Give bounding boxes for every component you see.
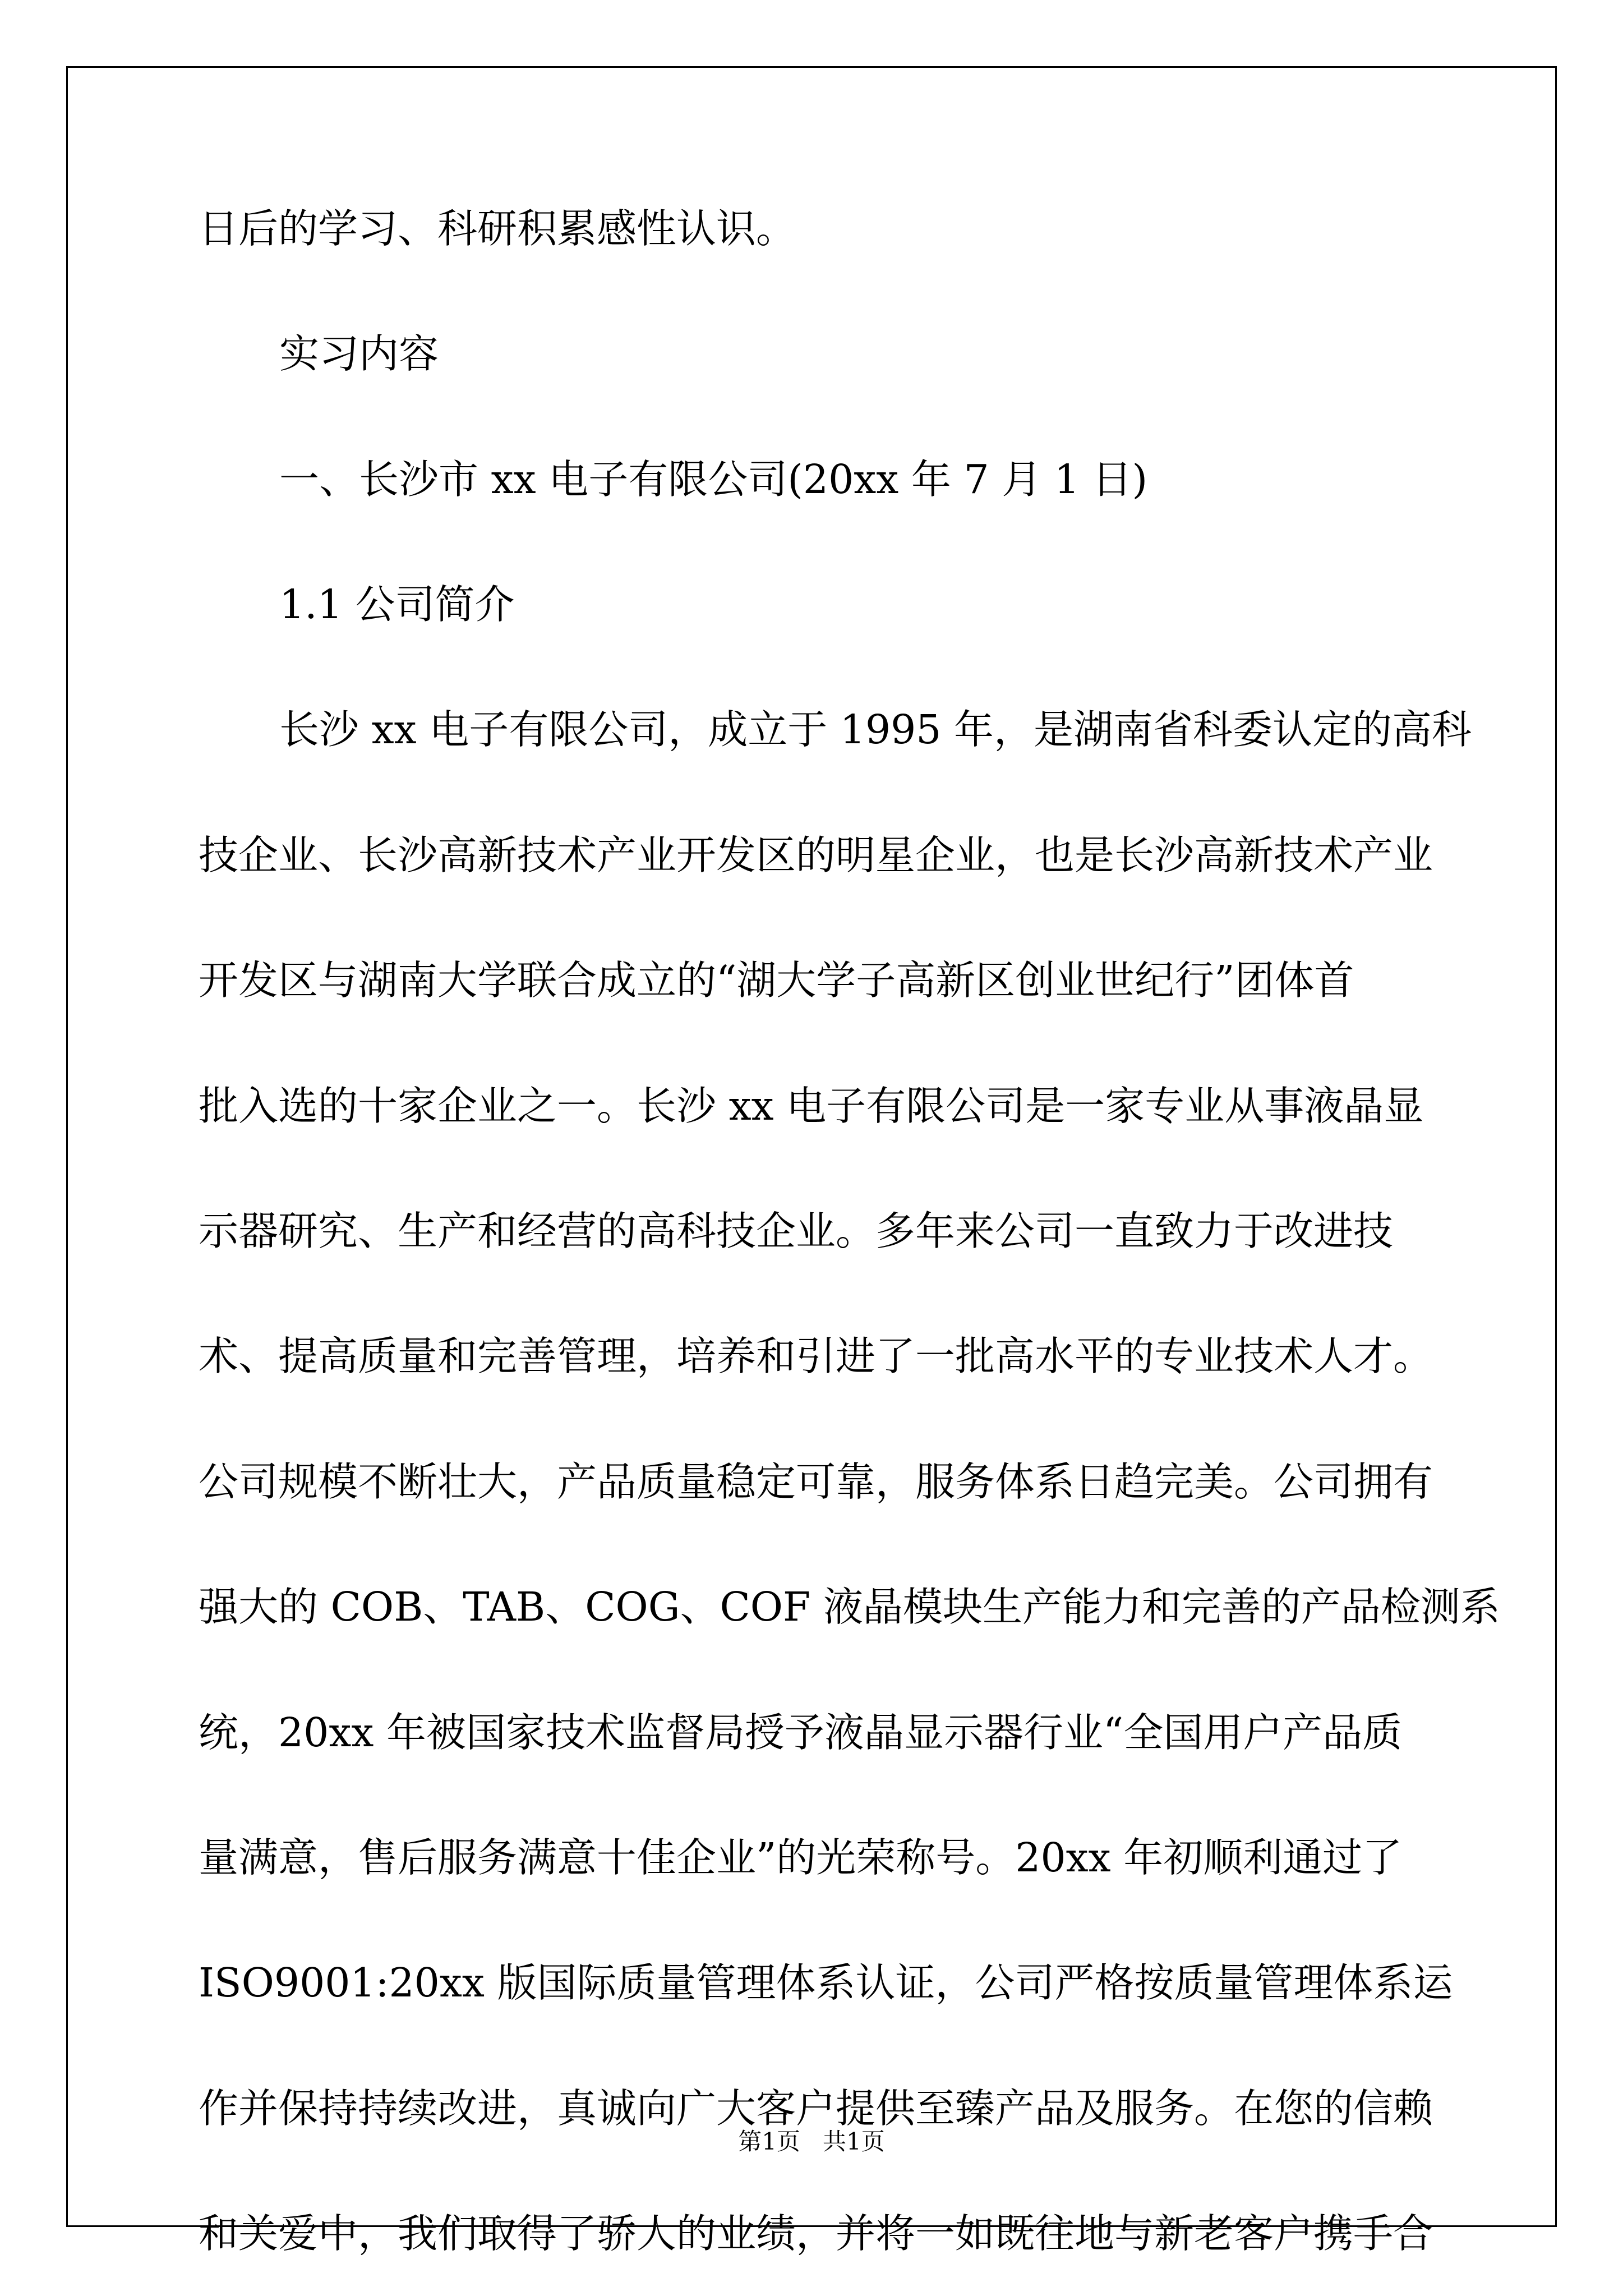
text-line: 作并保持持续改进，真诚向广大客户提供至臻产品及服务。在您的信赖 — [199, 2085, 1433, 2132]
text-line: 强大的 COB、TAB、COG、COF 液晶模块生产能力和完善的产品检测系 — [199, 1584, 1500, 1630]
page-footer: 第1页 共1页 — [738, 2128, 885, 2155]
text-line: 开发区与湖南大学联合成立的“湖大学子高新区创业世纪行”团体首 — [199, 957, 1354, 1004]
text-line: 日后的学习、科研积累感性认识。 — [199, 205, 796, 252]
subsection-heading: 一、长沙市 xx 电子有限公司(20xx 年 7 月 1 日) — [279, 456, 1148, 503]
text-line: 量满意，售后服务满意十佳企业”的光荣称号。20xx 年初顺利通过了 — [199, 1834, 1403, 1881]
text-line: 和关爱中，我们取得了骄人的业绩，并将一如既往地与新老客户携手合 — [199, 2210, 1433, 2257]
text-line: 批入选的十家企业之一。长沙 xx 电子有限公司是一家专业从事液晶显 — [199, 1083, 1424, 1129]
text-line: 示器研究、生产和经营的高科技企业。多年来公司一直致力于改进技 — [199, 1208, 1394, 1254]
text-line: 统，20xx 年被国家技术监督局授予液晶显示器行业“全国用户产品质 — [199, 1709, 1403, 1756]
page-border — [66, 66, 1557, 2227]
text-line: 术、提高质量和完善管理，培养和引进了一批高水平的专业技术人才。 — [199, 1333, 1433, 1379]
subsection-heading: 1.1 公司简介 — [279, 581, 515, 628]
text-line: 技企业、长沙高新技术产业开发区的明星企业，也是长沙高新技术产业 — [199, 832, 1433, 878]
section-heading: 实习内容 — [279, 330, 439, 377]
text-line: 长沙 xx 电子有限公司，成立于 1995 年，是湖南省科委认定的高科 — [279, 706, 1472, 753]
text-line: 公司规模不断壮大，产品质量稳定可靠，服务体系日趋完美。公司拥有 — [199, 1458, 1433, 1505]
text-line: ISO9001:20xx 版国际质量管理体系认证，公司严格按质量管理体系运 — [199, 1959, 1453, 2006]
